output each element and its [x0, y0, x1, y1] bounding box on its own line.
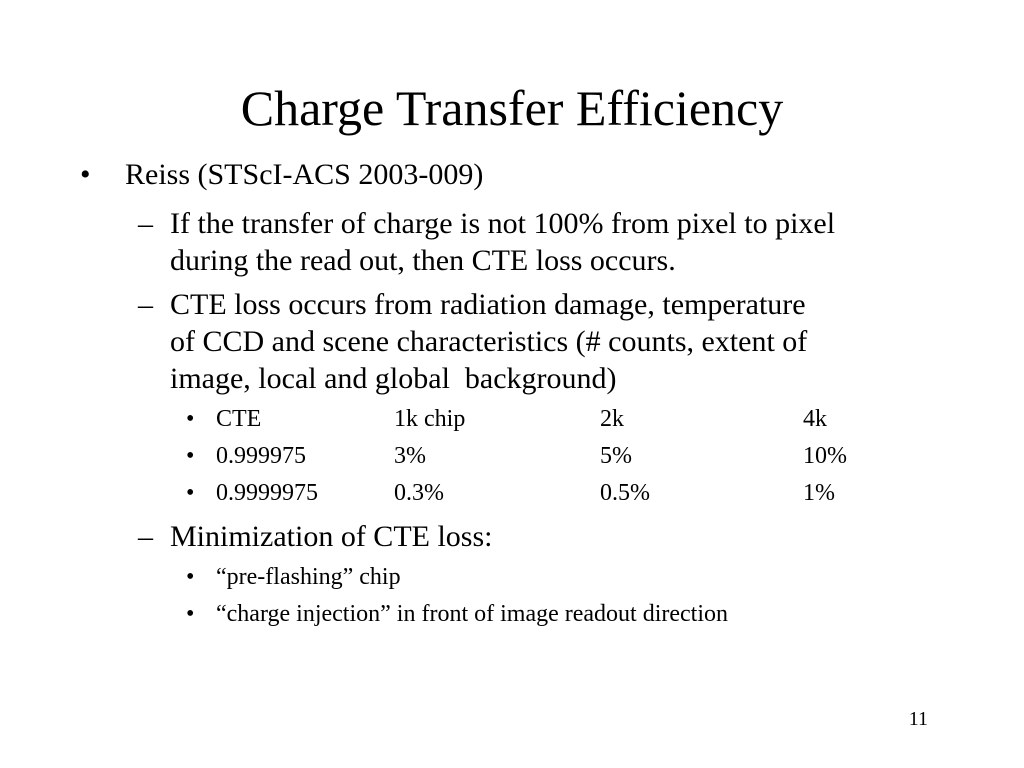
table-header-cell: 1k chip: [394, 406, 466, 432]
list-item-text: “charge injection” in front of image readout direction: [216, 601, 729, 627]
table-cell: 5%: [600, 443, 632, 469]
sub-bullet-cte-loss-line2: of CCD and scene characteristics (# counts, extent of: [170, 325, 808, 358]
sub-bullet-minimization-text: Minimization of CTE loss:: [170, 520, 493, 553]
table-header-cell: 4k: [803, 406, 827, 432]
table-cell: 10%: [803, 443, 847, 469]
table-cell: 0.9999975: [216, 480, 318, 506]
table-cell: 3%: [394, 443, 426, 469]
slide-title: Charge Transfer Efficiency: [240, 80, 784, 136]
sub-bullet-transfer-line1: If the transfer of charge is not 100% from pixel to pixel: [170, 207, 836, 240]
bullet-glyph: •: [186, 406, 195, 432]
sub-bullet-cte-loss-line3: image, local and global background): [170, 362, 617, 395]
list-item-text: “pre-flashing” chip: [216, 564, 401, 590]
dash-glyph: –: [138, 288, 153, 321]
table-cell: 0.5%: [600, 480, 650, 506]
table-cell: 1%: [803, 480, 835, 506]
table-header-cell: CTE: [216, 406, 262, 432]
bullet-glyph: •: [80, 158, 91, 191]
bullet-glyph: •: [186, 601, 195, 627]
dash-glyph: –: [138, 520, 153, 553]
sub-bullet-transfer-line2: during the read out, then CTE loss occurs.: [170, 244, 676, 277]
table-header-cell: 2k: [600, 406, 624, 432]
bullet-glyph: •: [186, 564, 195, 590]
table-cell: 0.3%: [394, 480, 444, 506]
dash-glyph: –: [138, 207, 153, 240]
table-cell: 0.999975: [216, 443, 306, 469]
bullet-glyph: •: [186, 443, 195, 469]
bullet-glyph: •: [186, 480, 195, 506]
page-number: 11: [908, 708, 928, 730]
sub-bullet-cte-loss-line1: CTE loss occurs from radiation damage, temperature: [170, 288, 806, 321]
bullet-reiss-text: Reiss (STScI-ACS 2003-009): [125, 158, 484, 191]
